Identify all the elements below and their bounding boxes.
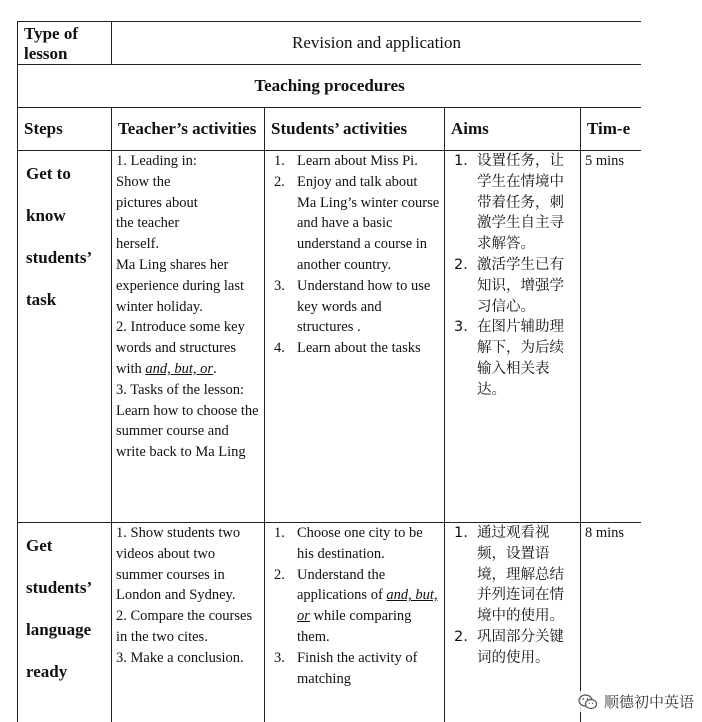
list-item [449,317,576,400]
list-item [449,523,576,627]
aims-list [449,151,576,401]
list-item [449,627,576,669]
header-time: Tim-e [581,108,642,151]
teacher-text: 1. Leading in: [116,153,197,169]
time-cell: 8 mins [581,523,642,722]
step-line: task [26,290,57,309]
lesson-plan-document [17,21,641,722]
teacher-activities-cell [112,151,265,523]
list-item [269,276,440,338]
step-line: language [26,620,92,639]
teacher-activities-cell [112,523,265,722]
teacher-text: 3. Tasks of the lesson: [116,381,245,398]
step-cell [18,151,112,523]
teacher-text: Show the pictures about the teacher herself. [116,173,198,253]
type-of-lesson-row [18,22,642,65]
list-text: 在图片辅助理解下，为后续输入相关表达。 [477,319,564,398]
list-text: Enjoy and talk about Ma Ling’s winter course and have a basic understand a course in another country. [297,173,440,273]
list-item [449,255,576,317]
list-number: 3. [274,277,285,294]
watermark-text: 顺德初中英语 [603,693,694,711]
header-aims: Aims [445,108,581,151]
list-text: 激活学生已有知识，增强学习信心。 [477,256,564,315]
step-line: students’ [26,248,93,267]
table-row [18,523,642,722]
list-text-part: while comparing them. [297,608,412,645]
list-number: 1. [274,525,285,541]
time-cell: 5 mins [581,151,642,523]
section-title-row [18,65,642,108]
list-number: 1. [454,153,468,169]
list-item [269,151,440,172]
list-text: Choose one city to be his destination. [297,525,423,562]
teacher-text: 3. Make a conclusion. [116,649,244,666]
teacher-text: Learn how to choose the summer course and write back to Ma Ling [116,402,259,461]
teacher-text-part: 2. Introduce some key words and structures with [116,319,245,377]
list-text-part: Understand the applications of [297,566,387,604]
list-item [449,151,576,255]
type-of-lesson-label: Type of lesson [18,22,112,65]
list-text: 巩固部分关键词的使用。 [477,628,564,666]
list-text: Learn about the tasks [297,340,421,357]
list-text: 通过观看视频，设置语境，理解总结并列连词在情境中的使用。 [477,525,564,625]
list-number: 2. [454,628,468,645]
step-line: know [26,206,66,225]
teacher-text: 1. Show students two videos about two summer courses in London and Sydney. [116,525,241,604]
step-line: ready [26,662,68,681]
list-number: 3. [454,319,468,336]
list-text: Learn about Miss Pi. [297,153,418,169]
step-line: students’ [26,578,93,597]
list-text: 设置任务，让学生在情境中带着任务，刺激学生自主寻求解答。 [477,153,564,253]
aims-cell [445,523,581,722]
lesson-plan-table [17,21,641,722]
header-teacher-activities: Teacher’s activities [112,108,265,151]
header-students-activities: Students’ activities [265,108,445,151]
list-text: Finish the activity of matching [297,649,418,687]
list-item [269,565,440,648]
students-activities-cell [265,523,445,722]
header-steps: Steps [18,108,112,151]
type-of-lesson-value: Revision and application [112,22,642,65]
conjunctions-text: and, but, or [145,360,214,377]
list-number: 2. [274,566,285,583]
teaching-procedures-title: Teaching procedures [18,65,642,108]
list-item [269,338,440,359]
students-activities-list [269,523,440,689]
table-row [18,151,642,523]
list-item [269,648,440,690]
list-item [269,523,440,565]
step-cell [18,523,112,722]
list-number: 2. [274,173,285,190]
teacher-text-part: . [213,360,217,377]
teacher-text [116,317,260,379]
aims-list [449,523,576,669]
teacher-text: 2. Compare the courses in the two cites. [116,608,253,645]
list-number: 4. [274,340,285,357]
step-line: Get to [26,164,71,183]
list-number: 1. [274,153,285,169]
list-number: 1. [454,525,468,541]
header-row [18,108,642,151]
step-line: Get [26,536,53,555]
students-activities-cell [265,151,445,523]
list-item [269,172,440,276]
conjunctions-text: and, but, or [297,587,438,625]
watermark [578,691,694,712]
wechat-icon [578,694,598,710]
list-number: 2. [454,256,468,273]
list-text: Understand how to use key words and structures . [297,277,431,336]
aims-cell [445,151,581,523]
list-number: 3. [274,649,285,666]
teacher-text: Ma Ling shares her experience during last winter holiday. [116,256,245,315]
students-activities-list [269,151,440,359]
